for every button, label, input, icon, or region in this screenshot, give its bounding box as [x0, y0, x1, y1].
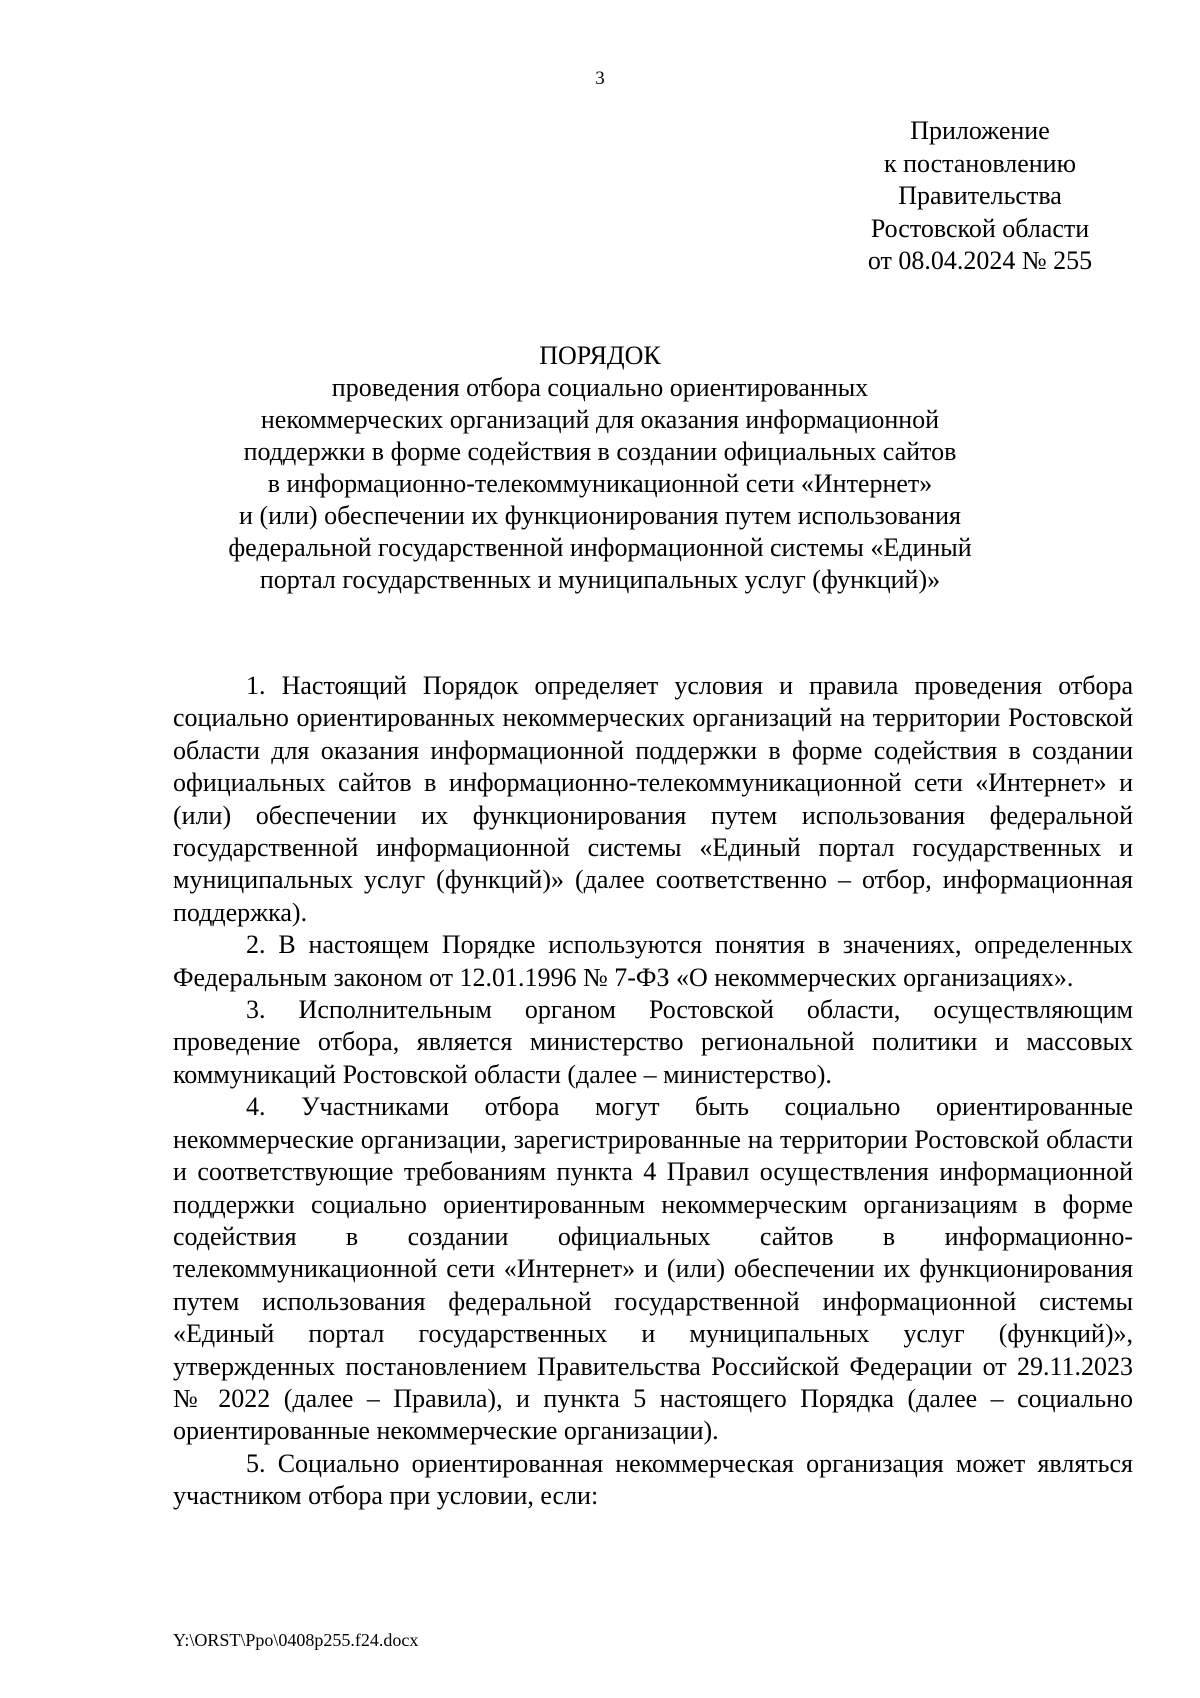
subtitle-line: некоммерческих организаций для оказания информационной [260, 405, 940, 434]
paragraph-2: 2. В настоящем Порядке используются понятия в значениях, определенных Федеральным законом от 12.01.1996 № 7-ФЗ «О некоммерческих организациях». [173, 930, 1133, 992]
subtitle-line: в информационно-телекоммуникационной сети «Интернет» [267, 469, 933, 498]
appendix-line: к постановлению [883, 148, 1077, 178]
page-number: 3 [595, 68, 605, 89]
paragraph-3: 3. Исполнительным органом Ростовской области, осуществляющим проведение отбора, является министерство региональной политики и массовых коммуникаций Ростовской области (далее – министерство). [173, 995, 1133, 1089]
subtitle-line: проведения отбора социально ориентированных [331, 373, 869, 402]
appendix-line: Ростовской области [870, 213, 1090, 243]
appendix-line: от 08.04.2024 № 255 [867, 246, 1093, 275]
subtitle-line: федеральной государственной информационной системы «Единый [228, 533, 972, 562]
footer-file-path: Y:\ORST\Ppo\0408p255.f24.docx [173, 1630, 419, 1650]
paragraph-1: 1. Настоящий Порядок определяет условия и правила проведения отбора социально ориентированных некоммерческих организаций на территории Ростовской области для оказания информационной поддержки в форме содействия в создании официальных сайтов в информационно-телекоммуникационной сети «Интернет» и (или) обеспечении их функционирования путем использования федеральной государственной информационной системы «Единый портал государственных и муниципальных услуг (функций)» (далее соответственно – отбор, информационная поддержка). [173, 671, 1133, 927]
document-subtitle [0, 372, 1200, 596]
paragraph-5: 5. Социально ориентированная некоммерческая организация может являться участником отбора при условии, если: [173, 1448, 1133, 1511]
appendix-line: Правительства [898, 181, 1062, 210]
appendix-block [830, 115, 1130, 278]
subtitle-line: портал государственных и муниципальных услуг (функций)» [259, 565, 941, 594]
subtitle-line: поддержки в форме содействия в создании официальных сайтов [243, 437, 957, 466]
subtitle-line: и (или) обеспечении их функционирования путем использования [239, 501, 961, 530]
paragraph-4: 4. Участниками отбора могут быть социально ориентированные некоммерческие организации, зарегистрированные на территории Ростовской области и соответствующие требованиям пункта 4 Правил осуществления информационной поддержки социально ориентированным некоммерческим организациям в форме содействия в создании официальных сайтов в информационно-телекоммуникационной сети «Интернет» и (или) обеспечении их функционирования путем использования федеральной государственной информационной системы «Единый портал государственных и муниципальных услуг (функций)», утвержденных постановлением Правительства Российской Федерации от 29.11.2023 № 2022 (далее – Правила), и пункта 5 настоящего Порядка (далее – социально ориентированные некоммерческие организации). [173, 1092, 1133, 1446]
appendix-line: Приложение [910, 116, 1050, 145]
document-body [173, 670, 1133, 1513]
document-heading: ПОРЯДОК [539, 341, 661, 370]
